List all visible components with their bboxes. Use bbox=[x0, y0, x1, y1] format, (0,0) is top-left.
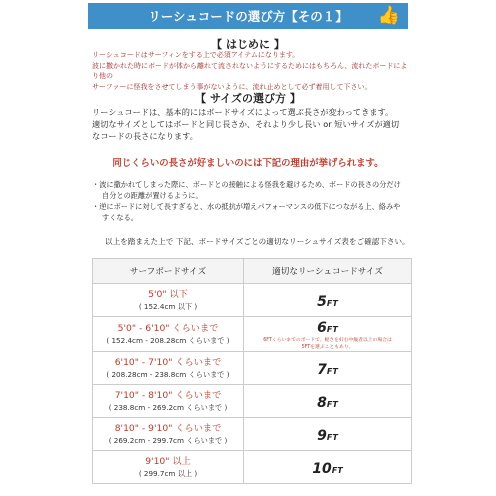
intro-line-2: 波に撒かれた時にボードが体から離れて流されないようにするためにはもちろん、流れたボードにより他の bbox=[92, 61, 408, 80]
board-size: 7'10" - 8'10" くらいまで bbox=[114, 390, 222, 401]
intro-text bbox=[92, 50, 412, 92]
reason-bullet-1-cont: 自分との距離が置けるように。 bbox=[102, 191, 203, 200]
intro-heading: 【 はじめに 】 bbox=[211, 38, 285, 51]
reason-bullet-1: ・波に撒かれてしまった際に、ボードとの接触による怪我を避けるため、ボードの長さの分だけ bbox=[92, 180, 401, 189]
board-size: 9'10" 以上 bbox=[145, 456, 191, 467]
table-row bbox=[93, 385, 412, 418]
board-size-cm: ( 152.4cm - 208.28cm くらいまで ) bbox=[106, 336, 230, 345]
size-line-1: リーシュコードは、基本的にはボードサイズによって選ぶ長さが変わってきます。 bbox=[92, 107, 394, 117]
col-leash-size: 適切なリーシュコードサイズ bbox=[244, 259, 412, 284]
reason-list bbox=[92, 179, 408, 223]
board-size-cm: ( 208.28cm - 238.8cm くらいまで ) bbox=[106, 370, 230, 379]
table-row bbox=[93, 418, 412, 451]
board-size: 6'10" - 7'10" くらいまで bbox=[114, 357, 222, 368]
size-heading: 【 サイズの選び方 】 bbox=[195, 92, 301, 105]
board-size-cm: ( 238.8cm - 269.2cm くらいまで ) bbox=[108, 403, 228, 412]
leash-size: 6FT bbox=[317, 320, 338, 336]
table-header-row bbox=[93, 259, 412, 284]
table-lead-text: 以上を踏まえた上で 下記、ボードサイズごとの適切なリーシュサイズ表をご確認下さい。 bbox=[105, 237, 410, 246]
intro-line-1: リーシュコードはサーフィンをする上で必須アイテムになります。 bbox=[92, 51, 300, 59]
leash-size: 9FT bbox=[317, 427, 338, 444]
title-banner bbox=[88, 3, 408, 29]
size-line-3: なコードの長さになります。 bbox=[92, 131, 198, 142]
size-line-2: 適切なサイズとしてはボードと同じ長さか、それより少し長い or 短いサイズが適切 bbox=[92, 119, 400, 130]
size-text bbox=[92, 106, 412, 143]
board-size-cm: ( 299.7cm 以上 ) bbox=[138, 469, 198, 478]
thumbs-up-icon: 👍 bbox=[377, 5, 400, 26]
col-board-size: サーフボードサイズ bbox=[93, 259, 244, 284]
leash-size: 8FT bbox=[317, 394, 338, 411]
size-table bbox=[92, 258, 412, 484]
table-row bbox=[93, 451, 412, 484]
reason-bullet-2-cont: すくなる。 bbox=[102, 213, 138, 222]
board-size-cm: ( 269.2cm - 299.7cm くらいまで ) bbox=[108, 436, 228, 445]
board-size: 5'0" 以下 bbox=[148, 289, 188, 300]
page-title: リーシュコードの選び方【その１】 bbox=[148, 9, 348, 24]
leash-size: 7FT bbox=[317, 361, 338, 378]
leash-size: 5FT bbox=[317, 293, 338, 310]
leash-note: 6FTくらいまでのボードで、軽さを好む中級者以上の場合は 5FTを選ぶこともあり。 bbox=[263, 338, 392, 350]
board-size: 5'0" - 6'10" くらいまで bbox=[117, 323, 219, 334]
reason-bullet-2: ・逆にボードに対して長すぎると、水の抵抗が増えパフォーマンスの低下につながる上、絡みや bbox=[92, 202, 401, 211]
table-row bbox=[93, 317, 412, 352]
intro-line-3: サーファーに怪我をさせてしまう事がないように、流れ止めとして必ず着用して下さい。 bbox=[92, 82, 372, 91]
reason-headline: 同じくらいの長さが好ましいのには下記の理由が挙げられます。 bbox=[112, 158, 384, 169]
board-size: 8'10" - 9'10" くらいまで bbox=[114, 423, 222, 434]
table-row bbox=[93, 284, 412, 317]
board-size-cm: ( 152.4cm 以下 ) bbox=[138, 302, 198, 311]
table-row bbox=[93, 352, 412, 385]
leash-size: 10FT bbox=[312, 460, 343, 477]
